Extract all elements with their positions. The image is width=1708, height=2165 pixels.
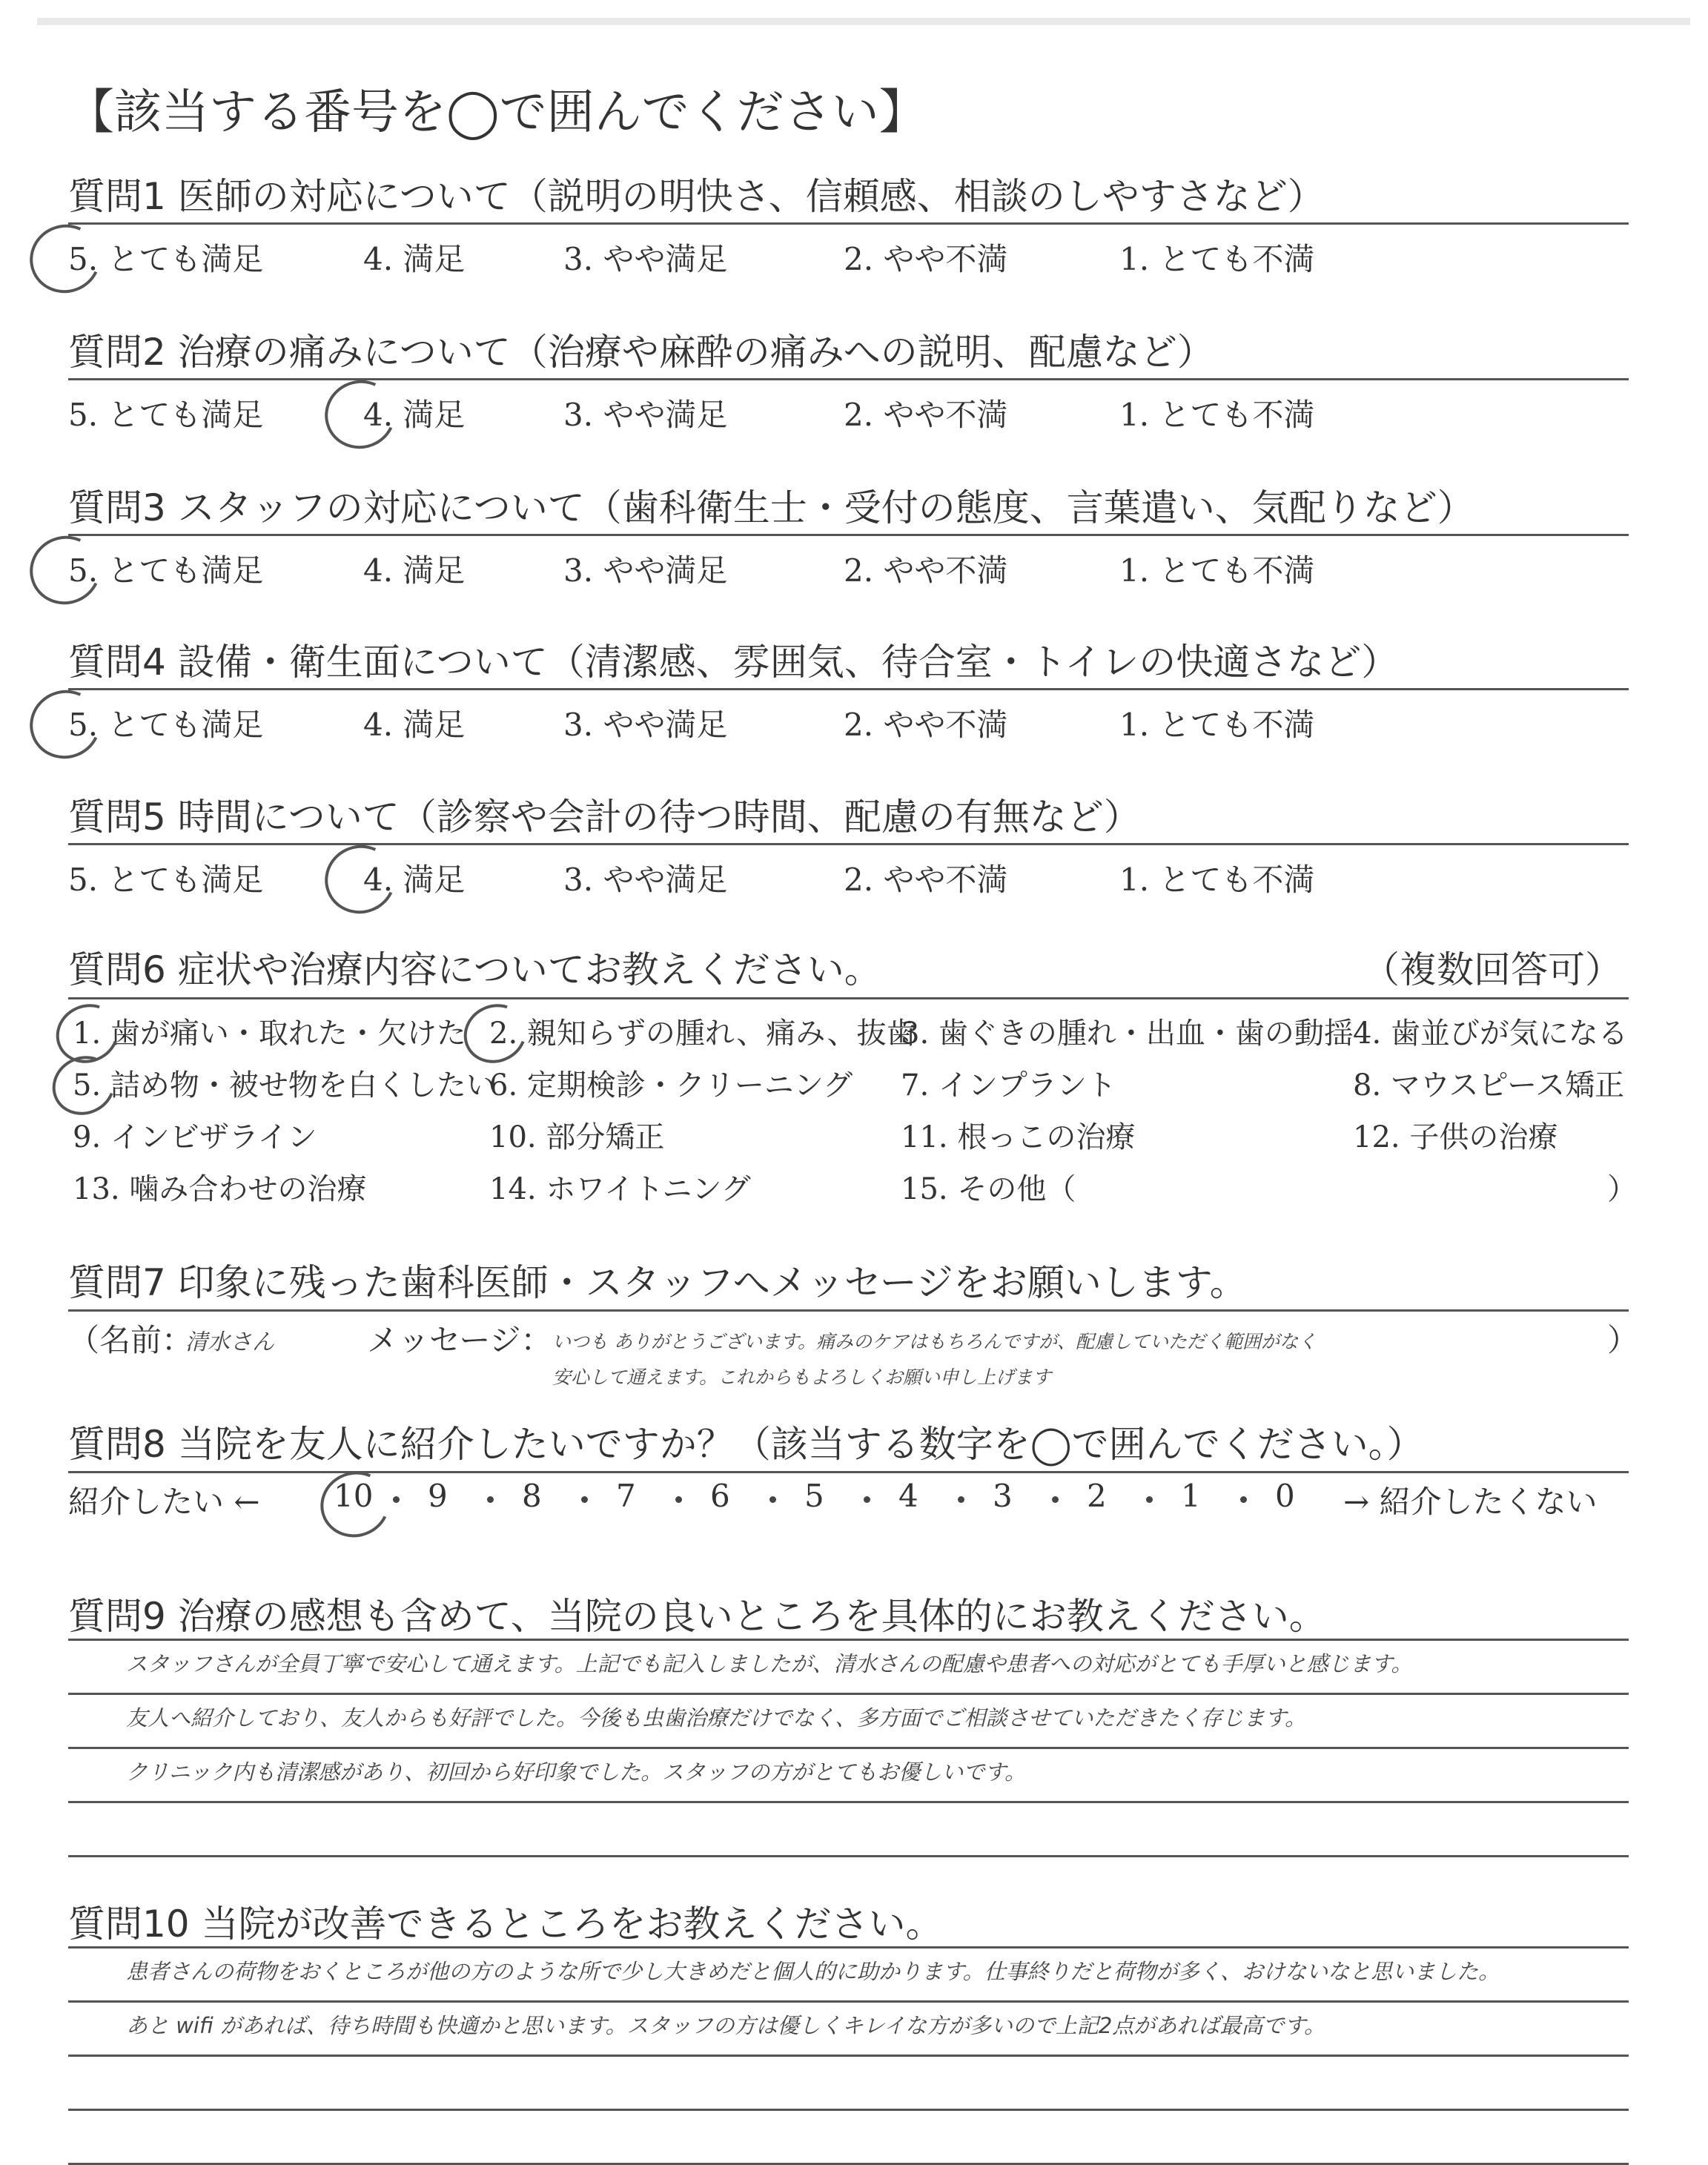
q1-option-1[interactable]: 1. とても不満 [1119, 241, 1315, 277]
q9-rule [68, 1855, 1629, 1857]
q3-option-4[interactable]: 4. 満足 [363, 552, 466, 589]
q8-scale-6[interactable]: 6 [710, 1478, 730, 1514]
q8-scale-dot [958, 1496, 964, 1503]
q6-note: （複数回答可） [1363, 948, 1622, 991]
q1-option-3[interactable]: 3. やや満足 [563, 241, 728, 277]
q3-option-5[interactable]: 5. とても満足 [68, 552, 264, 589]
q8-rule [68, 1471, 1629, 1473]
q6-option-6[interactable]: 6. 定期検診・クリーニング [489, 1068, 853, 1103]
q3-rule [68, 534, 1629, 536]
q2-option-4[interactable]: 4. 満足 [363, 397, 466, 433]
q10-line-2[interactable]: あと wifi があれば、待ち時間も快適かと思います。スタッフの方は優しくキレイな方が多いので上記2点があれば最高です。 [126, 2013, 1326, 2038]
q8-scale-dot [487, 1496, 494, 1503]
q10-rule [68, 2000, 1629, 2003]
q4-option-2[interactable]: 2. やや不満 [844, 707, 1008, 743]
q8-scale-dot [675, 1496, 682, 1503]
q9-rule [68, 1639, 1629, 1641]
q5-heading: 質問5 時間について（診察や会計の待つ時間、配慮の有無など） [68, 796, 1141, 839]
q8-selected-circle [311, 1462, 399, 1547]
q8-scale-dot [1240, 1496, 1247, 1503]
q2-rule [68, 378, 1629, 380]
q8-scale-0[interactable]: 0 [1275, 1478, 1295, 1514]
q9-rule [68, 1747, 1629, 1749]
q8-left-label: 紹介したい ← [68, 1484, 260, 1520]
q6-option-13[interactable]: 13. 噛み合わせの治療 [73, 1172, 367, 1206]
q7-close-paren: ） [1607, 1322, 1639, 1358]
q2-option-3[interactable]: 3. やや満足 [563, 397, 728, 433]
q8-scale-5[interactable]: 5 [804, 1478, 824, 1514]
q4-option-5[interactable]: 5. とても満足 [68, 707, 264, 743]
q1-option-4[interactable]: 4. 満足 [363, 241, 466, 277]
q4-option-4[interactable]: 4. 満足 [363, 707, 466, 743]
q8-scale-dot [1052, 1496, 1059, 1503]
q5-option-5[interactable]: 5. とても満足 [68, 862, 264, 898]
q8-scale-1[interactable]: 1 [1181, 1478, 1201, 1514]
q2-selected-circle [315, 370, 406, 458]
q5-option-3[interactable]: 3. やや満足 [563, 862, 728, 898]
q7-message-line1[interactable]: いつも ありがとうございます。痛みのケアはもちろんですが、配慮していただく範囲がなく [552, 1331, 1317, 1352]
q4-rule [68, 688, 1629, 690]
q6-heading: 質問6 症状や治療内容についてお教えください。 [68, 948, 881, 991]
q9-rule [68, 1801, 1629, 1803]
q3-heading: 質問3 スタッフの対応について（歯科衛生士・受付の態度、言葉遣い、気配りなど） [68, 486, 1474, 529]
q5-option-1[interactable]: 1. とても不満 [1119, 862, 1315, 898]
q2-heading: 質問2 治療の痛みについて（治療や麻酔の痛みへの説明、配慮など） [68, 331, 1214, 374]
q9-line-2[interactable]: 友人へ紹介しており、友人からも好評でした。今後も虫歯治療だけでなく、多方面でご相談させていただきたく存じます。 [126, 1705, 1307, 1731]
q1-selected-circle [20, 214, 110, 303]
q8-scale-2[interactable]: 2 [1087, 1478, 1107, 1514]
q6-option-4[interactable]: 4. 歯並びが気になる [1353, 1017, 1628, 1051]
scan-top-edge [37, 18, 1690, 25]
q5-option-4[interactable]: 4. 満足 [363, 862, 466, 898]
q8-scale-7[interactable]: 7 [616, 1478, 636, 1514]
q10-rule [68, 2055, 1629, 2057]
q8-heading: 質問8 当院を友人に紹介したいですか？（該当する数字を◯で囲んでください。） [68, 1423, 1424, 1466]
q8-scale-dot [769, 1496, 776, 1503]
q3-option-3[interactable]: 3. やや満足 [563, 552, 728, 589]
q8-scale-dot [864, 1496, 870, 1503]
page-title: 【該当する番号を◯で囲んでください】 [67, 85, 927, 140]
q1-heading: 質問1 医師の対応について（説明の明快さ、信頼感、相談のしやすさなど） [68, 175, 1325, 218]
q2-option-5[interactable]: 5. とても満足 [68, 397, 264, 433]
q8-scale-dot [1146, 1496, 1153, 1503]
q7-name-value[interactable]: 清水さん [185, 1329, 274, 1355]
q2-option-2[interactable]: 2. やや不満 [844, 397, 1008, 433]
q4-heading: 質問4 設備・衛生面について（清潔感、雰囲気、待合室・トイレの快適さなど） [68, 641, 1399, 684]
q6-option-14[interactable]: 14. ホワイトニング [489, 1172, 751, 1206]
q7-name-label: （名前： [68, 1322, 193, 1358]
q6-other-close: ） [1607, 1172, 1637, 1206]
q5-selected-circle [315, 835, 406, 923]
q9-line-1[interactable]: スタッフさんが全員丁寧で安心して通えます。上記でも記入しましたが、清水さんの配慮や患者への対応がとても手厚いと感じます。 [126, 1651, 1413, 1676]
q6-option-12[interactable]: 12. 子供の治療 [1353, 1120, 1558, 1154]
q10-line-1[interactable]: 患者さんの荷物をおくところが他の方のような所で少し大きめだと個人的に助かります。仕事終りだと荷物が多く、おけないなと思いました。 [126, 1959, 1500, 1984]
q7-message-label: メッセージ： [367, 1322, 552, 1358]
q6-option-7[interactable]: 7. インプラント [901, 1068, 1116, 1103]
q3-option-2[interactable]: 2. やや不満 [844, 552, 1008, 589]
q1-option-2[interactable]: 2. やや不満 [844, 241, 1008, 277]
q10-rule [68, 2109, 1629, 2111]
q3-selected-circle [20, 526, 110, 614]
q8-scale-8[interactable]: 8 [522, 1478, 542, 1514]
q9-line-3[interactable]: クリニック内も清潔感があり、初回から好印象でした。スタッフの方がとてもお優しいです。 [126, 1759, 1026, 1785]
q7-rule [68, 1309, 1629, 1312]
q5-option-2[interactable]: 2. やや不満 [844, 862, 1008, 898]
q6-option-8[interactable]: 8. マウスピース矯正 [1353, 1068, 1625, 1103]
q6-option-9[interactable]: 9. インビザライン [73, 1120, 317, 1154]
q4-option-1[interactable]: 1. とても不満 [1119, 707, 1315, 743]
q9-rule [68, 1693, 1629, 1695]
q1-option-5[interactable]: 5. とても満足 [68, 241, 264, 277]
q1-rule [68, 222, 1629, 225]
q4-selected-circle [20, 680, 110, 768]
q3-option-1[interactable]: 1. とても不満 [1119, 552, 1315, 589]
q7-message-line2[interactable]: 安心して通えます。これからもよろしくお願い申し上げます [552, 1366, 1052, 1388]
q6-rule [68, 997, 1629, 999]
q6-option-15[interactable]: 15. その他（ [901, 1172, 1076, 1206]
q5-rule [68, 843, 1629, 845]
q6-option-3[interactable]: 3. 歯ぐきの腫れ・出血・歯の動揺 [901, 1017, 1354, 1051]
q8-right-label: → 紹介したくない [1343, 1484, 1598, 1520]
q10-rule [68, 1946, 1629, 1948]
q7-heading: 質問7 印象に残った歯科医師・スタッフへメッセージをお願いします。 [68, 1261, 1247, 1304]
q8-scale-4[interactable]: 4 [898, 1478, 918, 1514]
q8-scale-dot [581, 1496, 588, 1503]
q8-scale-10[interactable]: 10 [334, 1478, 374, 1514]
q8-scale-3[interactable]: 3 [993, 1478, 1013, 1514]
q6-option-2[interactable]: 2. 親知らずの腫れ、痛み、抜歯 [489, 1017, 916, 1051]
q2-option-1[interactable]: 1. とても不満 [1119, 397, 1315, 433]
q6-option-1[interactable]: 1. 歯が痛い・取れた・欠けた [73, 1017, 466, 1051]
q4-option-3[interactable]: 3. やや満足 [563, 707, 728, 743]
q6-option-11[interactable]: 11. 根っこの治療 [901, 1120, 1136, 1154]
q6-option-10[interactable]: 10. 部分矯正 [489, 1120, 665, 1154]
q10-heading: 質問10 当院が改善できるところをお教えください。 [68, 1903, 943, 1946]
q6-option-5[interactable]: 5. 詰め物・被せ物を白くしたい [73, 1068, 496, 1103]
q9-heading: 質問9 治療の感想も含めて、当院の良いところを具体的にお教えください。 [68, 1595, 1326, 1638]
q8-scale-dot [393, 1496, 400, 1503]
q8-scale-9[interactable]: 9 [428, 1478, 448, 1514]
